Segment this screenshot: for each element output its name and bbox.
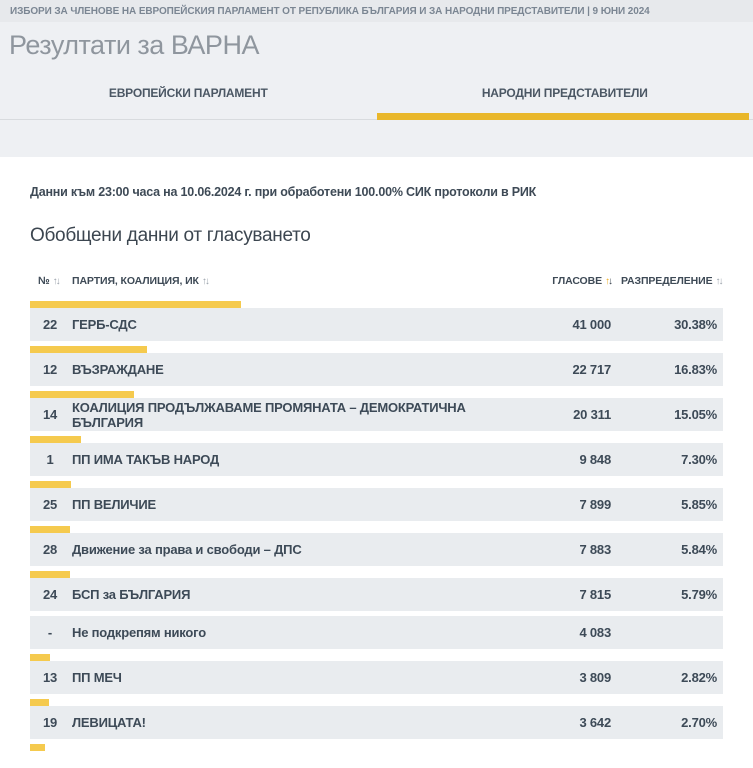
row-number: 19 <box>42 715 58 730</box>
column-header-votes[interactable] <box>519 275 611 287</box>
data-status-line: Данни към 23:00 часа на 10.06.2024 г. при обработени 100.00% СИК протоколи в РИК <box>30 185 537 199</box>
party-name: БСП за БЪЛГАРИЯ <box>72 587 191 602</box>
row-bar <box>30 654 50 661</box>
row-votes: 3 809 <box>579 670 611 685</box>
result-item <box>30 391 723 431</box>
table-row <box>30 353 723 386</box>
tab-label: НАРОДНИ ПРЕДСТАВИТЕЛИ <box>481 85 648 100</box>
results-table-body <box>30 301 723 739</box>
row-share: 2.82% <box>681 670 717 685</box>
column-label: ГЛАСОВЕ <box>552 275 602 287</box>
table-row <box>30 661 723 694</box>
result-item <box>30 481 723 521</box>
column-label: РАЗПРЕДЕЛЕНИЕ <box>621 275 713 287</box>
row-share: 2.70% <box>681 715 717 730</box>
main-content <box>0 157 753 751</box>
party-name: ГЕРБ-СДС <box>72 317 137 332</box>
column-label: ПАРТИЯ, КОАЛИЦИЯ, ИК <box>72 275 199 287</box>
row-share: 5.79% <box>681 587 717 602</box>
election-tagline: ИЗБОРИ ЗА ЧЛЕНОВЕ НА ЕВРОПЕЙСКИЯ ПАРЛАМЕНТ ОТ РЕПУБЛИКА БЪЛГАРИЯ И ЗА НАРОДНИ ПРЕДСТАВИТЕЛИ | 9 ЮНИ 2024 <box>10 5 650 17</box>
results-table-header <box>30 275 723 287</box>
party-name: КОАЛИЦИЯ ПРОДЪЛЖАВАМЕ ПРОМЯНАТА – ДЕМОКРАТИЧНА БЪЛГАРИЯ <box>72 399 466 430</box>
table-row <box>30 443 723 476</box>
table-row <box>30 533 723 566</box>
row-bar <box>30 436 81 443</box>
party-name: ВЪЗРАЖДАНЕ <box>72 362 164 377</box>
sort-icon: ↑↓ <box>52 276 59 287</box>
row-share: 30.38% <box>674 317 717 332</box>
sort-icon: ↑↓ <box>715 276 722 287</box>
sort-icon-active: ↑↓ <box>605 276 611 287</box>
section-title: Обобщени данни от гласуването <box>30 225 311 246</box>
row-bar <box>30 301 241 308</box>
result-item <box>30 346 723 386</box>
row-votes: 7 883 <box>579 542 611 557</box>
column-header-number[interactable] <box>38 275 62 287</box>
result-item <box>30 301 723 341</box>
header-divider-band <box>0 120 753 157</box>
next-row-bar-partial <box>30 744 45 751</box>
row-votes: 20 311 <box>573 407 611 422</box>
row-votes: 4 083 <box>579 625 611 640</box>
party-name: Не подкрепям никого <box>72 625 206 640</box>
party-name: ЛЕВИЦАТА! <box>72 715 146 730</box>
page-title: Резултати за ВАРНА <box>9 30 259 60</box>
top-header-strip <box>0 0 753 22</box>
table-row <box>30 398 723 431</box>
title-area <box>0 22 753 66</box>
party-name: ПП МЕЧ <box>72 670 122 685</box>
table-row <box>30 488 723 521</box>
row-number: - <box>47 625 53 640</box>
tab-national-representatives[interactable] <box>377 66 753 119</box>
row-number: 13 <box>42 670 58 685</box>
table-row <box>30 616 723 649</box>
row-bar <box>30 571 70 578</box>
result-item <box>30 654 723 694</box>
row-number: 24 <box>42 587 58 602</box>
tab-bar <box>0 66 753 120</box>
party-name: ПП ВЕЛИЧИЕ <box>72 497 156 512</box>
row-number: 14 <box>42 407 58 422</box>
column-header-party[interactable] <box>72 275 509 287</box>
row-share: 7.30% <box>681 452 717 467</box>
row-bar <box>30 481 71 488</box>
row-votes: 22 717 <box>572 362 611 377</box>
row-number: 1 <box>46 452 54 467</box>
table-row <box>30 308 723 341</box>
row-number: 28 <box>42 542 58 557</box>
column-header-distribution[interactable] <box>621 275 722 287</box>
row-number: 12 <box>42 362 58 377</box>
sort-icon: ↑↓ <box>201 276 208 287</box>
result-item <box>30 699 723 739</box>
row-share: 5.85% <box>681 497 717 512</box>
table-row <box>30 706 723 739</box>
result-item <box>30 616 723 649</box>
tab-label: ЕВРОПЕЙСКИ ПАРЛАМЕНТ <box>108 85 268 100</box>
result-item <box>30 526 723 566</box>
row-bar <box>30 391 134 398</box>
row-bar <box>30 526 70 533</box>
row-votes: 9 848 <box>579 452 611 467</box>
row-number: 25 <box>42 497 58 512</box>
row-bar <box>30 346 147 353</box>
result-item <box>30 436 723 476</box>
party-name: ПП ИМА ТАКЪВ НАРОД <box>72 452 220 467</box>
party-name: Движение за права и свободи – ДПС <box>72 542 302 557</box>
table-row <box>30 578 723 611</box>
row-votes: 7 899 <box>579 497 611 512</box>
result-item <box>30 571 723 611</box>
row-share: 16.83% <box>674 362 717 377</box>
tab-european-parliament[interactable] <box>0 66 377 119</box>
row-votes: 41 000 <box>572 317 611 332</box>
row-bar <box>30 699 49 706</box>
column-label: № <box>38 275 50 287</box>
row-share: 5.84% <box>681 542 717 557</box>
row-number: 22 <box>42 317 58 332</box>
row-share: 15.05% <box>674 407 717 422</box>
row-votes: 7 815 <box>579 587 611 602</box>
row-votes: 3 642 <box>579 715 611 730</box>
